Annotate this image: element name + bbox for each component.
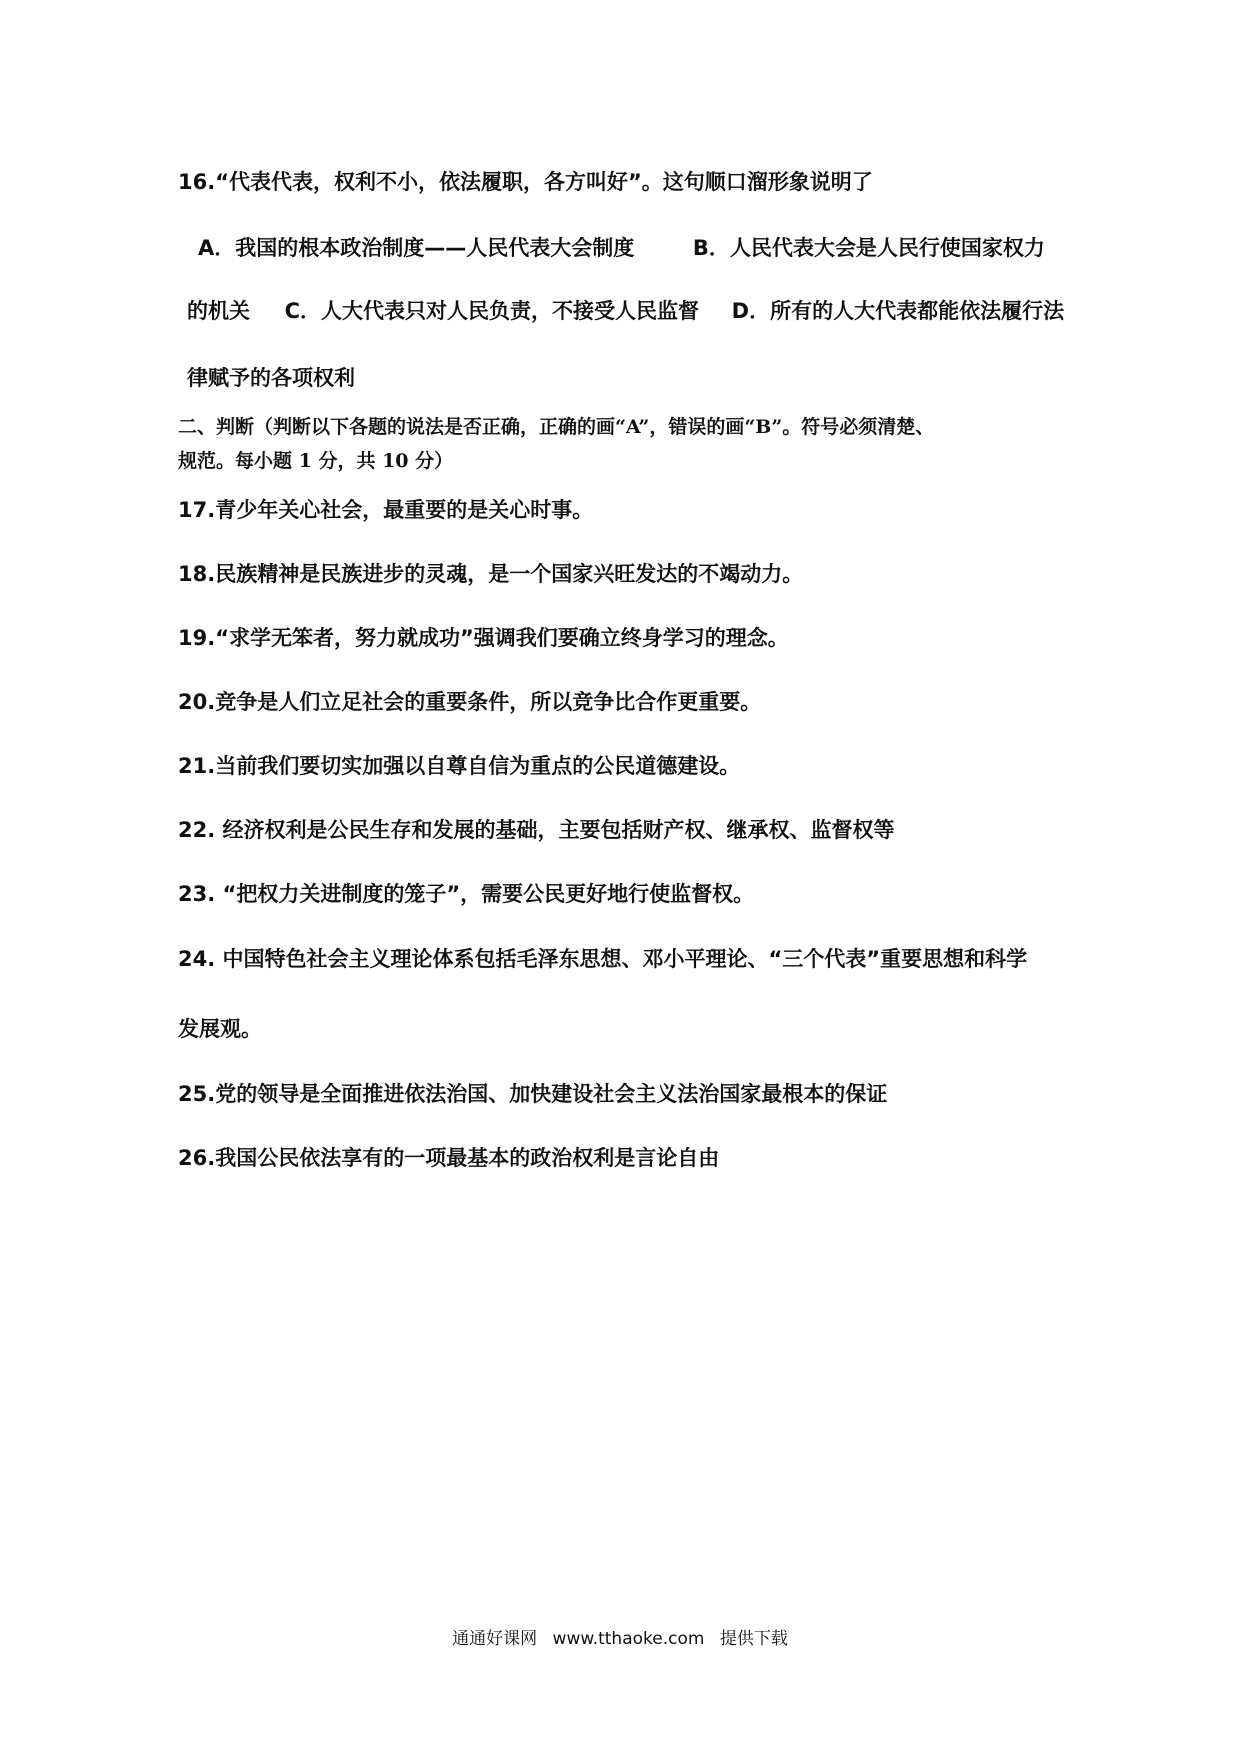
- statement-26: 26.我国公民依法享有的一项最基本的政治权利是言论自由: [178, 1146, 720, 1170]
- statement-19: 19.“求学无笨者，努力就成功”强调我们要确立终身学习的理念。: [178, 626, 789, 650]
- footer-download-text: 提供下载: [719, 1629, 788, 1649]
- statement-25: 25.党的领导是全面推进依法治国、加快建设社会主义法治国家最根本的保证: [178, 1082, 888, 1106]
- question-16-option-a: A．我国的根本政治制度——人民代表大会制度: [198, 236, 635, 260]
- statement-24: 24. 中国特色社会主义理论体系包括毛泽东思想、邓小平理论、“三个代表”重要思想和科学: [178, 947, 1028, 971]
- question-16-option-d: D．所有的人大代表都能依法履行法: [731, 299, 1065, 323]
- question-16-option-d-continued: 律赋予的各项权利: [187, 366, 355, 390]
- page-footer: [0, 1627, 1240, 1651]
- statement-17: 17.青少年关心社会，最重要的是关心时事。: [178, 498, 594, 522]
- statement-21: 21.当前我们要切实加强以自尊自信为重点的公民道德建设。: [178, 754, 741, 778]
- statement-24-continued: 发展观。: [178, 1017, 262, 1041]
- statement-23: 23. “把权力关进制度的笼子”，需要公民更好地行使监督权。: [178, 882, 755, 906]
- section-2-heading-line-2: 规范。每小题 1 分，共 10 分）: [178, 450, 454, 472]
- section-2-heading-line-1: 二、判断（判断以下各题的说法是否正确，正确的画“A”，错误的画“B”。符号必须清楚、: [178, 416, 935, 438]
- statement-22: 22. 经济权利是公民生存和发展的基础，主要包括财产权、继承权、监督权等: [178, 818, 895, 842]
- question-16-option-b-continued: 的机关: [187, 299, 250, 323]
- question-16-stem: 16.“代表代表，权利不小，依法履职，各方叫好”。这句顺口溜形象说明了: [178, 170, 873, 194]
- question-16-options-row-1: [198, 234, 1045, 262]
- footer-site-name: 通通好课网: [452, 1629, 538, 1649]
- question-16-option-c: C．人大代表只对人民负责，不接受人民监督: [284, 299, 700, 323]
- question-16-options-row-2: [187, 297, 1064, 325]
- question-16-option-b: B．人民代表大会是人民行使国家权力: [692, 236, 1045, 260]
- section-2-heading: [178, 410, 1078, 478]
- statement-20: 20.竞争是人们立足社会的重要条件，所以竞争比合作更重要。: [178, 690, 762, 714]
- statement-18: 18.民族精神是民族进步的灵魂，是一个国家兴旺发达的不竭动力。: [178, 562, 804, 586]
- footer-url: www.tthaoke.com: [552, 1629, 705, 1649]
